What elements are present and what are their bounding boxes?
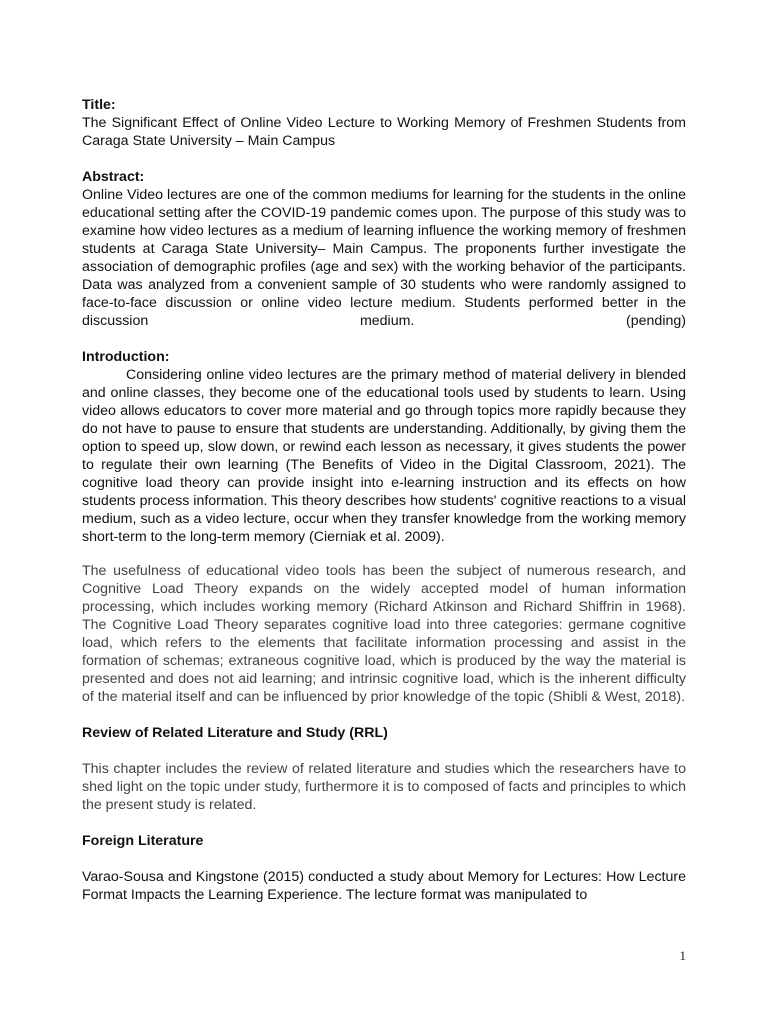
spacer bbox=[82, 850, 686, 868]
spacer bbox=[82, 742, 686, 760]
foreign-literature-heading: Foreign Literature bbox=[82, 833, 204, 849]
document-page bbox=[82, 96, 686, 904]
title-text: The Significant Effect of Online Video Lecture to Working Memory of Freshmen Students from Caraga State University – Main Campus bbox=[82, 115, 686, 149]
page-number: 1 bbox=[679, 948, 686, 963]
introduction-paragraph-2: The usefulness of educational video tools has been the subject of numerous research, and Cognitive Load Theory expands on the widely accepted model of human information processing, which includes working memory (Richard Atkinson and Richard Shiffrin in 1968). The Cognitive Load Theory separates cognitive load into three categories: germane cognitive load, which refers to the elements that facilitate information processing and assist in the formation of schemas; extraneous cognitive load, which is produced by the way the material is presented and does not aid learning; and intrinsic cognitive load, which is the inherent difficulty of the material itself and can be influenced by prior knowledge of the topic (Shibli & West, 2018). bbox=[82, 563, 686, 705]
rrl-paragraph: This chapter includes the review of related literature and studies which the researchers have to shed light on the topic under study, furthermore it is to composed of facts and principles to which the present study is related. bbox=[82, 761, 686, 813]
spacer bbox=[82, 330, 686, 348]
introduction-paragraph-1: Considering online video lectures are the primary method of material delivery in blended and online classes, they become one of the educational tools used by students to learn. Using video allows educators to cover more material and go through topics more rapidly because they do not have to pause to ensure that students are understanding. Additionally, by giving them the option to speed up, slow down, or rewind each lesson as necessary, it gives students the power to regulate their own learning (The Benefits of Video in the Digital Classroom, 2021). The cognitive load theory can provide insight into e-learning instruction and its effects on how students process information. This theory describes how students' cognitive reactions to a visual medium, such as a video lecture, occur when they transfer knowledge from the working memory short-term to the long-term memory (Cierniak et al. 2009). bbox=[82, 367, 686, 545]
spacer bbox=[82, 150, 686, 168]
abstract-label: Abstract: bbox=[82, 169, 145, 185]
rrl-heading: Review of Related Literature and Study (RRL) bbox=[82, 725, 388, 741]
introduction-label: Introduction: bbox=[82, 349, 170, 365]
spacer bbox=[82, 706, 686, 724]
title-label: Title: bbox=[82, 97, 116, 113]
abstract-text: Online Video lectures are one of the common mediums for learning for the students in the online educational setting after the COVID-19 pandemic comes upon. The purpose of this study was to examine how video lectures as a medium of learning influence the working memory of freshmen students at Caraga State University– Main Campus. The proponents further investigate the association of demographic profiles (age and sex) with the working behavior of the participants. Data was analyzed from a convenient sample of 30 students who were randomly assigned to face-to-face discussion or online video lecture medium. Students performed better in the discussion medium. (pending) bbox=[82, 187, 686, 329]
foreign-literature-paragraph: Varao-Sousa and Kingstone (2015) conducted a study about Memory for Lectures: How Lecture Format Impacts the Learning Experience. The lecture format was manipulated to bbox=[82, 869, 686, 903]
spacer bbox=[82, 814, 686, 832]
spacer bbox=[82, 546, 686, 562]
